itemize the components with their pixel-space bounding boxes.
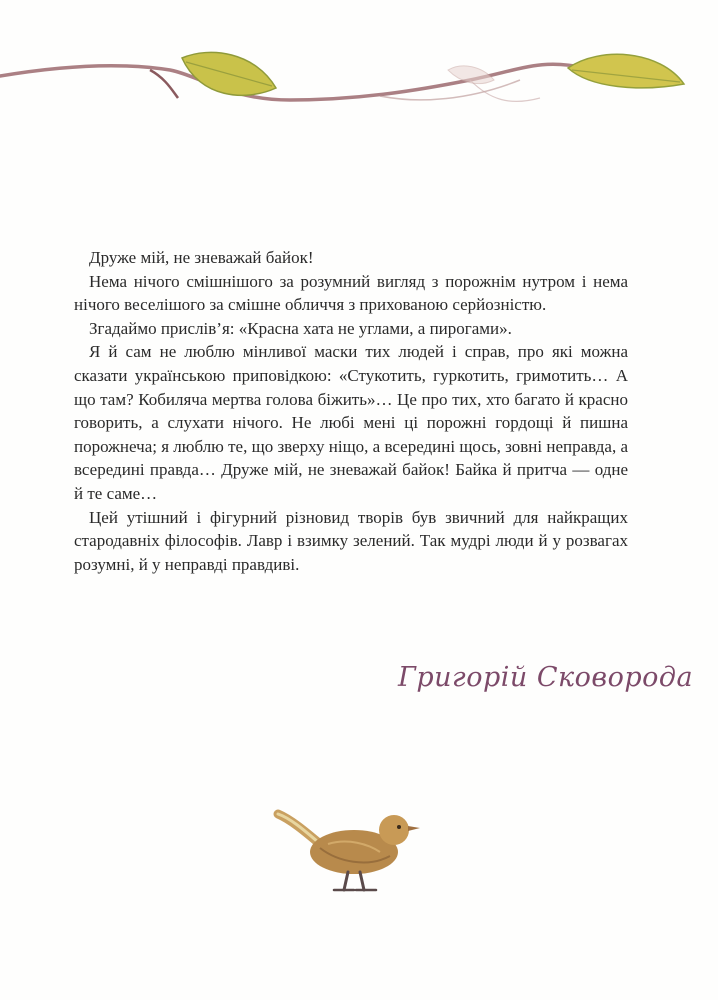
leaf-icon (182, 52, 276, 95)
author-signature: Григорій Сковорода (398, 662, 694, 693)
fable-preface-text (74, 246, 628, 576)
leaf-icon (448, 66, 494, 84)
branch-with-leaves-illustration (0, 40, 718, 130)
paragraph: Згадаймо прислів’я: «Красна хата не углами, а пирогами». (89, 318, 512, 338)
leaf-icon (568, 54, 684, 88)
paragraph: Нема нічого смішнішого за розумний вигляд з порожнім нутром і нема нічого веселішого за смішне обличчя з прихованою серйозністю. (74, 271, 628, 315)
paragraph: Цей утішний і фігурний різновид творів був звичний для найкращих стародавніх філософів. Лавр і взимку зелений. Так мудрі люди й у розвагах розумні, й у неправді правдиві. (74, 507, 628, 574)
paragraph: Друже мій, не зневажай байок! (89, 248, 314, 267)
bird-illustration (268, 800, 428, 900)
paragraph: Я й сам не люблю мінливої маски тих людей і справ, про які можна сказати українською приповідкою: «Стукотить, гуркотить, гримотить… А що там? Кобиляча мертва голова біжить»… Це про тих, хто багато й красно говорить, а слухати нічого. Не любі мені ці порожні гордощі й пишна порожнеча; я люблю те, що зверху ніщо, а всередині щось, зовні неправда, а всередині правда… Друже мій, не зневажай байок! Байка й притча — одне й те саме… (74, 342, 628, 503)
